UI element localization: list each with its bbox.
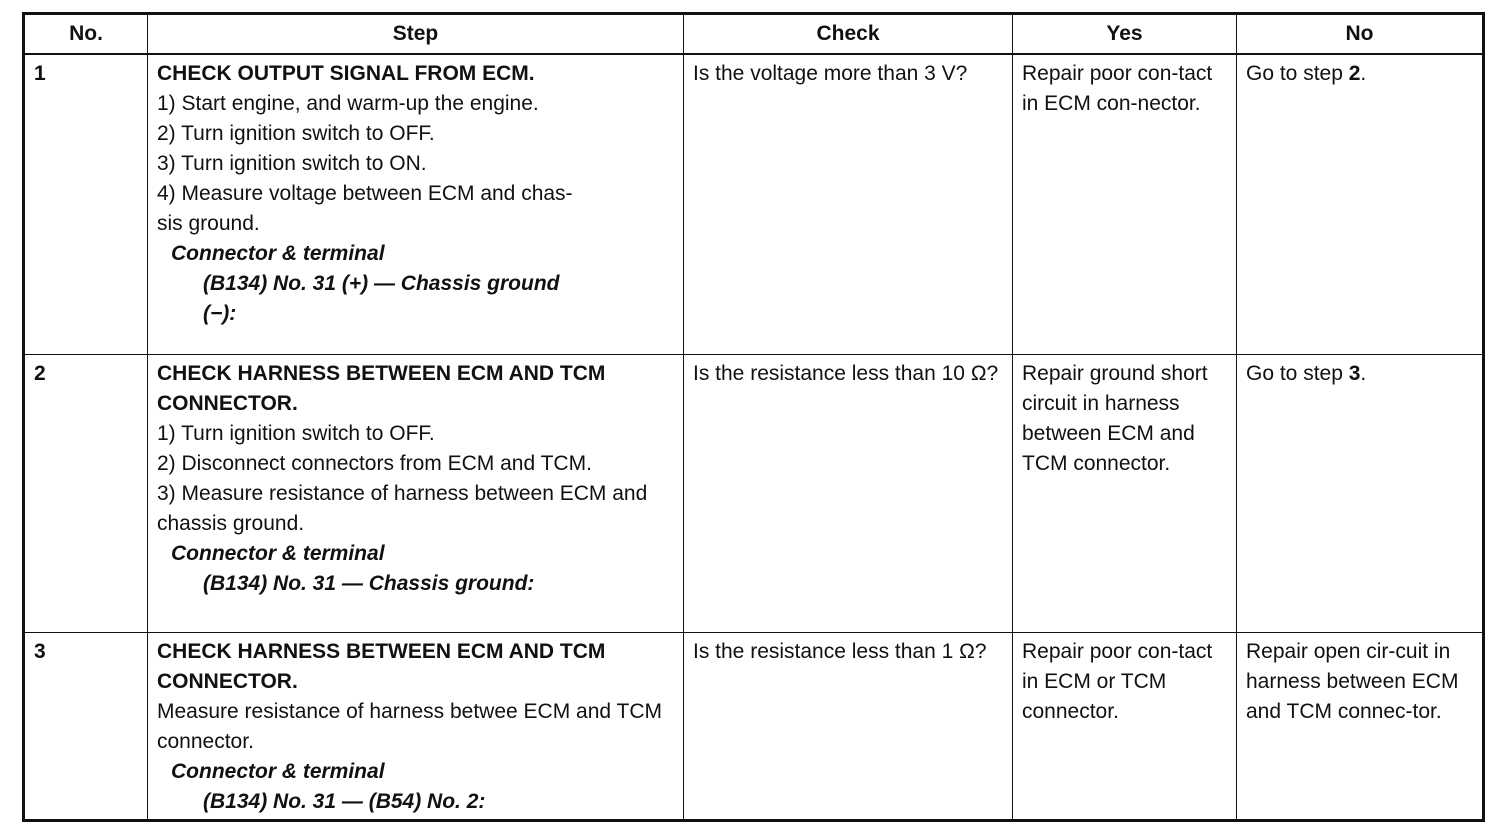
step-cell xyxy=(148,354,684,632)
header-yes: Yes xyxy=(1013,14,1237,55)
header-row xyxy=(24,14,1484,55)
connector-terminal: (B134) No. 31 (+) — Chassis ground xyxy=(203,272,560,295)
step-title: CHECK HARNESS BETWEEN ECM AND TCM CONNECTOR. xyxy=(157,361,606,415)
step-line: 1) Start engine, and warm-up the engine. xyxy=(157,92,539,115)
yes-cell: Repair poor con-tact in ECM con-nector. xyxy=(1013,54,1237,354)
check-cell: Is the resistance less than 10 Ω? xyxy=(684,354,1013,632)
no-cell xyxy=(1237,54,1484,354)
step-line: 4) Measure voltage between ECM and chas- xyxy=(157,182,573,205)
no-suffix: . xyxy=(1360,62,1367,85)
yes-cell: Repair ground short circuit in harness between ECM and TCM connector. xyxy=(1013,354,1237,632)
table-row xyxy=(24,632,1484,820)
step-line: 2) Turn ignition switch to OFF. xyxy=(157,122,435,145)
row-number: 2 xyxy=(24,354,148,632)
step-title: CHECK OUTPUT SIGNAL FROM ECM. xyxy=(157,62,535,85)
connector-label: Connector & terminal xyxy=(171,242,385,265)
step-line: 3) Measure resistance of harness between ECM and chassis ground. xyxy=(157,481,648,535)
row-number: 3 xyxy=(24,632,148,820)
step-reference[interactable]: 3 xyxy=(1348,361,1361,385)
connector-label: Connector & terminal xyxy=(171,541,385,565)
connector-terminal: (−): xyxy=(203,302,237,325)
step-cell xyxy=(148,632,684,820)
header-no-result: No xyxy=(1237,14,1484,55)
table-row xyxy=(24,354,1484,632)
no-cell: Repair open cir-cuit in harness between ECM and TCM connec-tor. xyxy=(1237,632,1484,820)
step-cell xyxy=(148,54,684,354)
check-cell: Is the voltage more than 3 V? xyxy=(684,54,1013,354)
step-line: sis ground. xyxy=(157,212,260,235)
table-row xyxy=(24,54,1484,354)
row-number: 1 xyxy=(24,54,148,354)
step-line: 3) Turn ignition switch to ON. xyxy=(157,152,427,175)
connector-label: Connector & terminal xyxy=(171,759,385,783)
connector-terminal: (B134) No. 31 — (B54) No. 2: xyxy=(203,789,486,813)
diagnostic-table xyxy=(22,12,1485,822)
step-line: Measure resistance of harness betwee ECM and TCM connector. xyxy=(157,699,663,753)
no-cell xyxy=(1237,354,1484,632)
check-cell: Is the resistance less than 1 Ω? xyxy=(684,632,1013,820)
no-prefix: Go to step xyxy=(1246,361,1349,385)
no-prefix: Go to step xyxy=(1246,62,1349,85)
connector-terminal: (B134) No. 31 — Chassis ground: xyxy=(203,571,535,595)
step-title: CHECK HARNESS BETWEEN ECM AND TCM CONNECTOR. xyxy=(157,639,606,693)
yes-cell: Repair poor con-tact in ECM or TCM connector. xyxy=(1013,632,1237,820)
header-no: No. xyxy=(24,14,148,55)
step-line: 1) Turn ignition switch to OFF. xyxy=(157,421,435,445)
header-step: Step xyxy=(148,14,684,55)
step-reference[interactable]: 2 xyxy=(1348,62,1361,85)
step-line: 2) Disconnect connectors from ECM and TCM. xyxy=(157,451,592,475)
no-suffix: . xyxy=(1360,361,1367,385)
header-check: Check xyxy=(684,14,1013,55)
